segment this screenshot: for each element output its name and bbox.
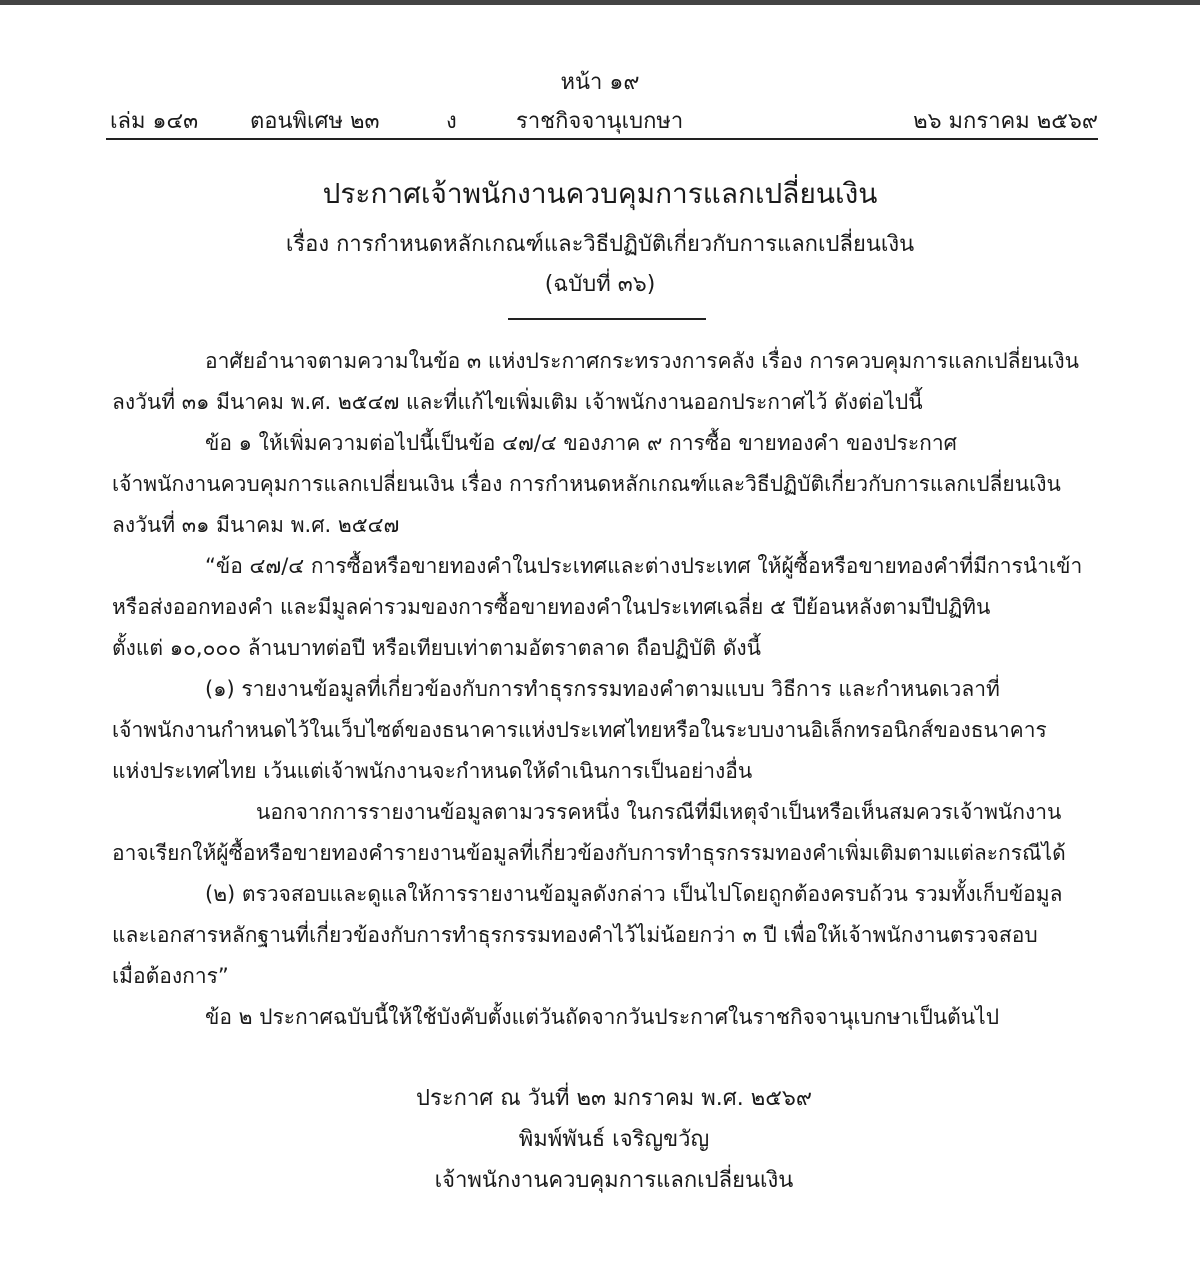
body-line: “ข้อ ๔๗/๔ การซื้อหรือขายทองคำในประเทศและต่างประเทศ ให้ผู้ซื้อหรือขายทองคำที่มีการนำเข้า	[205, 554, 1083, 578]
body-line: ข้อ ๑ ให้เพิ่มความต่อไปนี้เป็นข้อ ๔๗/๔ ของภาค ๙ การซื้อ ขายทองคำ ของประกาศ	[205, 431, 958, 455]
signature-date: ประกาศ ณ วันที่ ๒๓ มกราคม พ.ศ. ๒๕๖๙	[416, 1086, 812, 1111]
top-border	[0, 0, 1200, 5]
body-line: ตั้งแต่ ๑๐,๐๐๐ ล้านบาทต่อปี หรือเทียบเท่าตามอัตราตลาด ถือปฏิบัติ ดังนี้	[112, 636, 761, 660]
body-line: ลงวันที่ ๓๑ มีนาคม พ.ศ. ๒๕๔๗ และที่แก้ไขเพิ่มเติม เจ้าพนักงานออกประกาศไว้ ดังต่อไปนี้	[112, 390, 923, 414]
body-line: (๒) ตรวจสอบและดูแลให้การรายงานข้อมูลดังกล่าว เป็นไปโดยถูกต้องครบถ้วน รวมทั้งเก็บข้อมูล	[205, 882, 1063, 906]
announcement-title: ประกาศเจ้าพนักงานควบคุมการแลกเปลี่ยนเงิน	[322, 177, 878, 210]
body-line: แห่งประเทศไทย เว้นแต่เจ้าพนักงานจะกำหนดให้ดำเนินการเป็นอย่างอื่น	[112, 759, 753, 783]
gazette-name: ราชกิจจานุเบกษา	[516, 109, 684, 134]
edition-number: (ฉบับที่ ๓๖)	[544, 272, 656, 297]
body-line: เจ้าพนักงานกำหนดไว้ในเว็บไซต์ของธนาคารแห่งประเทศไทยหรือในระบบงานอิเล็กทรอนิกส์ของธนาคาร	[112, 718, 1047, 742]
body-line: ลงวันที่ ๓๑ มีนาคม พ.ศ. ๒๕๔๗	[112, 513, 400, 537]
signatory-position: เจ้าพนักงานควบคุมการแลกเปลี่ยนเงิน	[434, 1168, 794, 1193]
body-line: หรือส่งออกทองคำ และมีมูลค่ารวมของการซื้อขายทองคำในประเทศเฉลี่ย ๕ ปีย้อนหลังตามปีปฏิทิน	[112, 595, 991, 619]
section-letter: ง	[446, 109, 457, 134]
title-divider	[508, 318, 706, 320]
body-line: เมื่อต้องการ”	[112, 964, 229, 988]
volume-number: เล่ม ๑๔๓	[110, 109, 199, 134]
body-line: อาจเรียกให้ผู้ซื้อหรือขายทองคำรายงานข้อมูลที่เกี่ยวข้องกับการทำธุรกรรมทองคำเพิ่มเติมตามแต่ละกรณีได้	[112, 841, 1066, 865]
gazette-header	[110, 103, 1098, 137]
body-line: เจ้าพนักงานควบคุมการแลกเปลี่ยนเงิน เรื่อง การกำหนดหลักเกณฑ์และวิธีปฏิบัติเกี่ยวกับการแลกเปลี่ยนเงิน	[112, 472, 1061, 496]
issue-number: ตอนพิเศษ ๒๓	[250, 109, 380, 134]
body-line: อาศัยอำนาจตามความในข้อ ๓ แห่งประกาศกระทรวงการคลัง เรื่อง การควบคุมการแลกเปลี่ยนเงิน	[205, 349, 1079, 373]
signatory-name: พิมพ์พันธ์ เจริญขวัญ	[518, 1127, 710, 1152]
body-line: และเอกสารหลักฐานที่เกี่ยวข้องกับการทำธุรกรรมทองคำไว้ไม่น้อยกว่า ๓ ปี เพื่อให้เจ้าพนักงานตรวจสอบ	[112, 923, 1038, 947]
gazette-date: ๒๖ มกราคม ๒๕๖๙	[913, 109, 1098, 134]
body-line: นอกจากการรายงานข้อมูลตามวรรคหนึ่ง ในกรณีที่มีเหตุจำเป็นหรือเห็นสมควรเจ้าพนักงาน	[256, 800, 1062, 824]
body-line: (๑) รายงานข้อมูลที่เกี่ยวข้องกับการทำธุรกรรมทองคำตามแบบ วิธีการ และกำหนดเวลาที่	[205, 677, 1000, 701]
page-number: หน้า ๑๙	[560, 70, 640, 95]
header-divider	[106, 138, 1098, 140]
announcement-subject: เรื่อง การกำหนดหลักเกณฑ์และวิธีปฏิบัติเกี่ยวกับการแลกเปลี่ยนเงิน	[285, 232, 915, 257]
body-line: ข้อ ๒ ประกาศฉบับนี้ให้ใช้บังคับตั้งแต่วันถัดจากวันประกาศในราชกิจจานุเบกษาเป็นต้นไป	[205, 1005, 1000, 1029]
